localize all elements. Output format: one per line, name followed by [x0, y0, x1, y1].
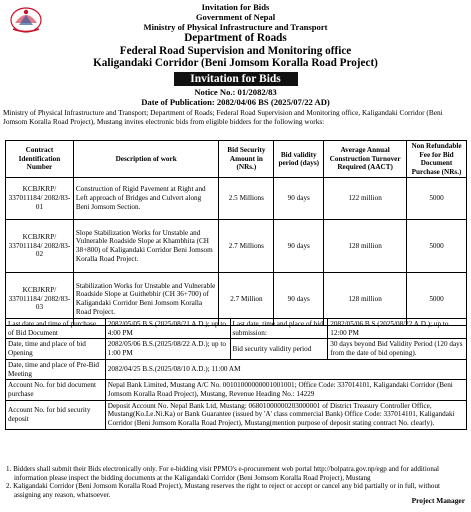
submission-deadline-label: Last date, time and place of bid submission:	[230, 319, 328, 339]
aact-value: 122 million	[324, 178, 407, 220]
document-fee: 5000	[407, 220, 467, 273]
notice-header	[0, 2, 471, 70]
schedule-row	[6, 400, 467, 429]
note-item: 1. Bidders shall submit their Bids electronically only. For e-bidding visit PPMO's e-procurement web portal http://bolpatra.gov.np/egp and for additional information please inspect the bidding documents at the Kaligandaki Corridor (Beni Jomsom Koralla Road Project), Mustang	[6, 465, 440, 482]
purchase-deadline-value: 2082/05/05 B.S.(2025/08/21 A.D.); up to 4:00 PM	[105, 319, 230, 339]
prebid-value: 2082/04/25 B.S.(2025/08/10 A.D.); 11:00 AM	[105, 359, 466, 379]
contract-id: KCBJKRP/ 337011184/ 2082/83-03	[6, 273, 74, 326]
bid-validity: 90 days	[274, 273, 324, 326]
work-description: Stabilization Works for Unstable and Vulnerable Roadside Slope at Guithebhir (CH 36+700) of Kaligandaki Corridor Beni Jomsom Koralla Road Project.	[73, 273, 219, 326]
col-header-fee: Non Refundable Fee for Bid Document Purchase (NRs.)	[407, 141, 467, 178]
submission-deadline-value: 2082/05/06 B.S.(2025/08/22 A.D.); up to 12:00 PM	[328, 319, 467, 339]
opening-label: Date, time and place of bid Opening	[6, 339, 106, 359]
invitation-banner: Invitation for Bids	[174, 72, 298, 86]
bid-security: 2.5 Millions	[219, 178, 274, 220]
schedule-table	[5, 318, 467, 430]
nepal-emblem-icon	[7, 3, 45, 35]
opening-value: 2082/05/06 B.S.(2025/08/22 A.D.); up to 1:00 PM	[105, 339, 230, 359]
schedule-row	[6, 319, 467, 339]
col-header-validity: Bid validity period (days)	[274, 141, 324, 178]
table-header-row	[6, 141, 467, 178]
account-security-label: Account No. for bid security deposit	[6, 400, 106, 429]
prebid-label: Date, time and place of Pre-Bid Meeting	[6, 359, 106, 379]
header-office: Federal Road Supervision and Monitoring office	[119, 44, 352, 57]
bid-security: 2.7 Million	[219, 273, 274, 326]
header-department: Department of Roads	[184, 32, 287, 44]
header-project: Kaligandaki Corridor (Beni Jomsom Koralla Road Project)	[93, 57, 378, 69]
header-title: Invitation for Bids	[201, 2, 270, 12]
works-table	[5, 140, 467, 326]
account-security-value: Deposit Account No. Nepal Bank Ltd, Mustang: 06801000000203000001 of District Treasury Controller Office, Mustang(Ko.Le.Ni.Ka) or Bank Guarantee (issued by 'A' class commercial Bank) Office Code: 337014101, Kaligandaki Corridor (Beni Jomsom Koralla Road Project), Mustang(mention purpose of deposit stating contract No. clearly).	[105, 400, 466, 429]
publication-date: Date of Publication: 2082/04/06 BS (2025/07/22 AD)	[141, 96, 330, 107]
bid-validity: 90 days	[274, 178, 324, 220]
bid-validity: 90 days	[274, 220, 324, 273]
schedule-row	[6, 339, 467, 359]
account-document-value: Nepal Bank Limited, Mustang A/C No. 00101000000001001001; Office Code: 337014101, Kaligandaki Corridor (Beni Jomsom Koralla Road Project), Mustang, Revenue Heading No.: 14229	[105, 380, 466, 400]
account-document-label: Account No. for bid document purchase	[6, 380, 106, 400]
aact-value: 128 million	[324, 273, 407, 326]
table-row	[6, 220, 467, 273]
col-header-id: Contract Identification Number	[6, 141, 74, 178]
aact-value: 128 million	[324, 220, 407, 273]
header-ministry: Ministry of Physical Infrastructure and Transport	[143, 22, 328, 32]
notes-list	[6, 465, 468, 499]
document-fee: 5000	[407, 178, 467, 220]
security-validity-value: 30 days beyond Bid Validity Period (120 days from the date of bid opening).	[328, 339, 467, 359]
col-header-aact: Average Annual Construction Turnover Required (AACT)	[324, 141, 407, 178]
col-header-description: Description of work	[73, 141, 219, 178]
schedule-row	[6, 380, 467, 400]
header-government: Government of Nepal	[195, 12, 276, 22]
work-description: Slope Stabilization Works for Unstable and Vulnerable Roadside Slope at Khambhita (CH 38+800) of Kaligandaki Corridor Beni Jomsom Koralla Road Project.	[73, 220, 219, 273]
bid-security: 2.7 Millions	[219, 220, 274, 273]
signature: Project Manager	[411, 496, 465, 505]
purchase-deadline-label: Last date and time of purchase of Bid Document	[6, 319, 106, 339]
document-fee: 5000	[407, 273, 467, 326]
intro-paragraph: Ministry of Physical Infrastructure and Transport; Department of Roads; Federal Road Supervision and Monitoring office, Kaligandaki Corridor (Beni Jomsom Koralla Road Project), Mustang invites electronic bids from eligible bidders for the following works:	[3, 107, 443, 126]
table-row	[6, 178, 467, 220]
schedule-row	[6, 359, 467, 379]
security-validity-label: Bid security validity period	[230, 339, 328, 359]
col-header-security: Bid Security Amount in (NRs.)	[219, 141, 274, 178]
note-item: 2. Kaligandaki Corridor (Beni Jomsom Koralla Road Project), Mustang reserves the right to reject or accept or cancel any bid partially or in full, without assigning any reason, whatsoever.	[6, 482, 440, 499]
notice-number: Notice No.: 01/2082/83	[194, 86, 277, 97]
work-description: Construction of Rigid Pavement at Right and Left approach of Bridges and Culvert along Beni Jomsom Section.	[73, 178, 219, 220]
contract-id: KCBJKRP/ 337011184/ 2082/83-02	[6, 220, 74, 273]
contract-id: KCBJKRP/ 337011184/ 2082/83-01	[6, 178, 74, 220]
